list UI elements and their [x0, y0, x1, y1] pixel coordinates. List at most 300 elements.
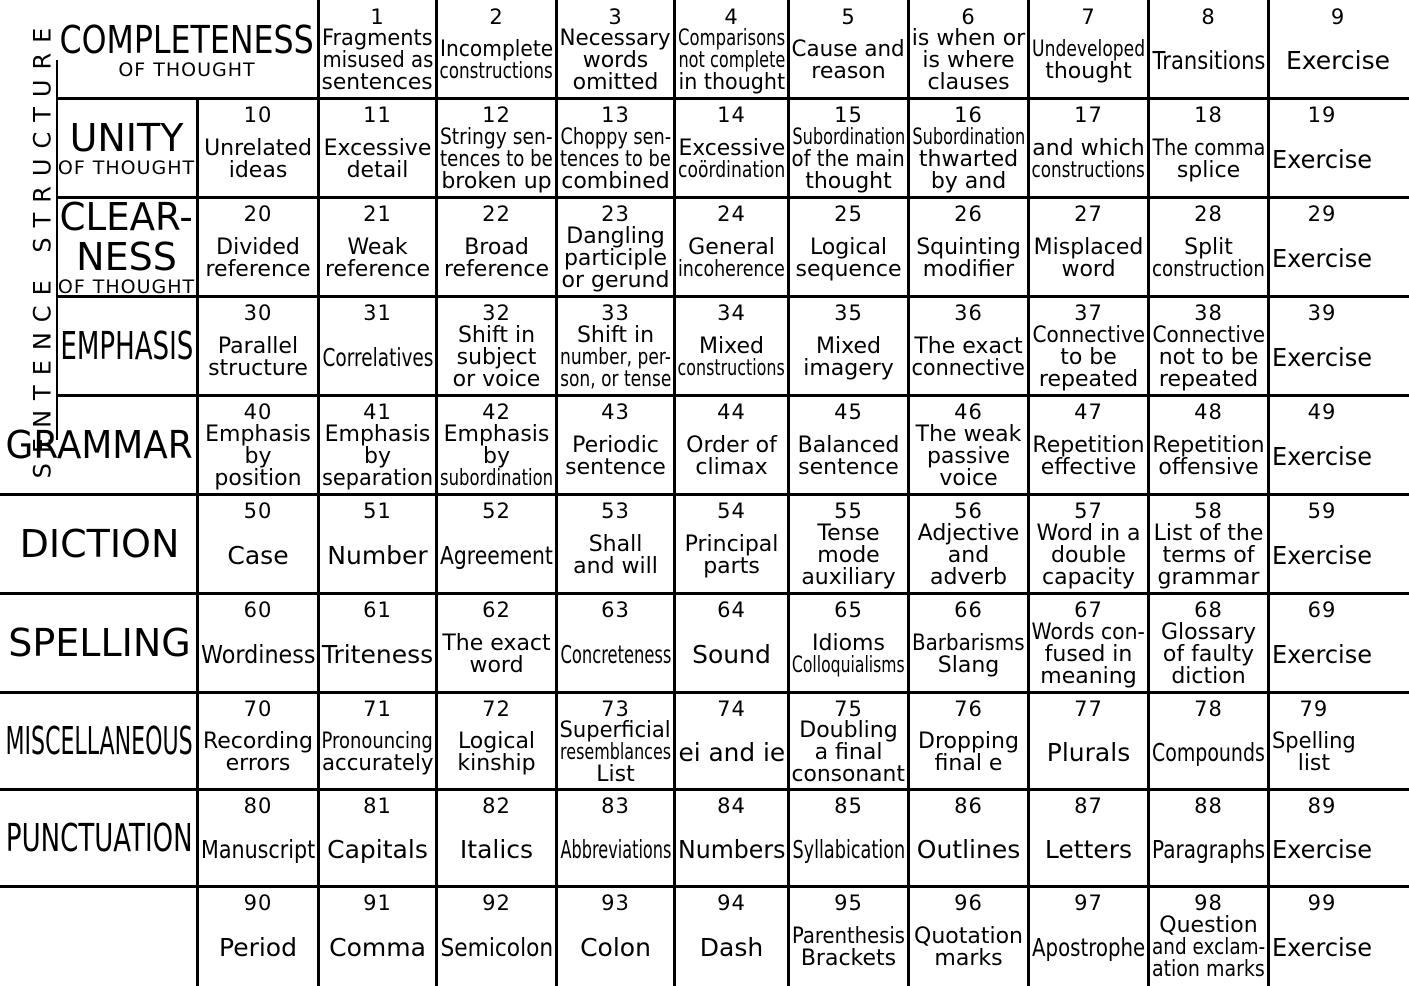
sentence-structure-label: SENTENCE STRUCTURE	[28, 17, 57, 478]
rule-title-line: reference	[324, 256, 431, 282]
rule-cell-80[interactable]	[199, 791, 317, 885]
rule-cell-12[interactable]	[438, 100, 555, 196]
rule-cell-5[interactable]	[790, 2, 907, 97]
rule-title	[558, 522, 673, 592]
rule-number: 7	[1081, 5, 1096, 29]
rule-cell-17[interactable]	[1030, 100, 1147, 196]
rule-cell-64[interactable]	[676, 595, 787, 691]
rule-title	[1030, 720, 1147, 788]
rule-title	[438, 817, 555, 885]
rule-cell-46[interactable]	[910, 397, 1027, 493]
rule-title-line: words	[582, 48, 649, 73]
rule-cell-77[interactable]	[1030, 694, 1147, 788]
rule-title-line: The comma	[1152, 135, 1265, 161]
rule-title-line: repeated	[1158, 366, 1259, 392]
rule-cell-34[interactable]	[676, 298, 787, 394]
rule-title-line: Paragraphs	[1152, 834, 1266, 864]
rule-cell-82[interactable]	[438, 791, 555, 885]
rule-number: 21	[363, 202, 392, 226]
rule-title	[676, 324, 787, 394]
rule-cell-27[interactable]	[1030, 199, 1147, 295]
category-name: PUNCTUATION	[6, 816, 193, 860]
rule-cell-1[interactable]	[320, 2, 435, 97]
rule-number: 53	[601, 499, 630, 523]
rule-title	[910, 324, 1027, 394]
rule-number: 24	[717, 202, 746, 226]
rule-title	[1030, 225, 1147, 295]
rule-title-line: Question	[1159, 912, 1258, 938]
rule-cell-36[interactable]	[910, 298, 1027, 394]
rule-cell-67[interactable]	[1030, 595, 1147, 691]
rule-title-line: Syllabication	[792, 834, 905, 864]
rule-cell-48[interactable]	[1150, 397, 1267, 493]
rule-number: 49	[1307, 400, 1337, 424]
rule-title-line: Recording	[202, 728, 314, 754]
rule-title-line: Shift in	[576, 322, 655, 348]
rule-title	[438, 28, 555, 97]
rule-title-line: Squinting	[916, 234, 1021, 260]
rule-number: 41	[363, 400, 392, 424]
rule-title-line: Dangling	[566, 223, 665, 249]
rule-title-line: parts	[703, 553, 760, 579]
rule-cell-76[interactable]	[910, 694, 1027, 788]
rule-number: 96	[954, 891, 983, 915]
rule-number: 70	[243, 697, 273, 721]
rule-cell-51[interactable]	[320, 496, 435, 592]
rule-title-line: Weak	[347, 234, 408, 260]
rule-number: 86	[954, 794, 983, 818]
rule-title-line: Barbarisms	[912, 630, 1025, 656]
rule-cell-99[interactable]	[1270, 888, 1374, 984]
rule-title-line: Logical	[457, 728, 536, 754]
rule-cell-68[interactable]	[1150, 595, 1267, 691]
rule-number: 83	[601, 794, 630, 818]
rule-cell-85[interactable]	[790, 791, 907, 885]
rule-title-line: splice	[1176, 157, 1241, 183]
rule-title-line: connective	[911, 355, 1026, 381]
rule-title-line: marks	[934, 945, 1003, 971]
rule-cell-44[interactable]	[676, 397, 787, 493]
rule-number: 97	[1074, 891, 1103, 915]
rule-number: 63	[601, 598, 630, 622]
rule-cell-74[interactable]	[676, 694, 787, 788]
rule-title	[558, 126, 673, 196]
rule-title-line: Exercise	[1271, 441, 1373, 471]
rule-number: 66	[954, 598, 983, 622]
rule-title	[1270, 621, 1374, 691]
rule-cell-22[interactable]	[438, 199, 555, 295]
rule-title-line: Periodic	[572, 432, 659, 458]
rule-cell-72[interactable]	[438, 694, 555, 788]
rule-cell-98[interactable]	[1150, 888, 1267, 984]
rule-cell-56[interactable]	[910, 496, 1027, 592]
rule-title	[558, 720, 673, 788]
rule-cell-75[interactable]	[790, 694, 907, 788]
rule-title-line: Cause and	[791, 37, 906, 62]
rule-title	[1270, 225, 1374, 295]
rule-title	[438, 621, 555, 691]
rule-cell-50[interactable]	[199, 496, 317, 592]
rule-title-line: Broad	[464, 234, 529, 260]
rule-number: 84	[717, 794, 746, 818]
rule-title	[1150, 914, 1267, 984]
rule-title	[1270, 28, 1406, 97]
rule-title	[320, 720, 435, 788]
rule-title-line: is when or	[911, 26, 1026, 51]
rule-number: 15	[834, 103, 863, 127]
rule-cell-42[interactable]	[438, 397, 555, 493]
rule-title-line: coördination	[677, 157, 786, 183]
rule-cell-69[interactable]	[1270, 595, 1374, 691]
rule-cell-23[interactable]	[558, 199, 673, 295]
rule-title-line: Incomplete	[439, 37, 554, 62]
rule-title	[1270, 522, 1374, 592]
rule-number: 75	[834, 697, 863, 721]
rule-number: 43	[601, 400, 630, 424]
rule-title-line: to be	[1060, 344, 1117, 370]
rule-cell-32[interactable]	[438, 298, 555, 394]
rule-number: 48	[1194, 400, 1223, 424]
category-miscellaneous	[4, 694, 195, 788]
rule-cell-40[interactable]	[199, 397, 317, 493]
rule-title	[676, 423, 787, 493]
rule-title-line: ei and ie	[678, 737, 785, 767]
rule-cell-47[interactable]	[1030, 397, 1147, 493]
rule-title-line: capacity	[1042, 564, 1135, 590]
rule-title-line: accurately	[321, 750, 434, 776]
rule-title-line: Emphasis	[324, 421, 431, 447]
rule-title-line: Transitions	[1152, 46, 1265, 75]
rule-title-line: voice	[939, 465, 998, 491]
rule-title-line: detail	[346, 157, 409, 183]
rule-cell-11[interactable]	[320, 100, 435, 196]
rule-title-line: Glossary	[1160, 619, 1257, 645]
rule-title	[199, 423, 317, 493]
rule-title-line: General	[688, 234, 775, 260]
rule-cell-63[interactable]	[558, 595, 673, 691]
rule-number: 56	[954, 499, 983, 523]
rule-title-line: offensive	[1158, 454, 1259, 480]
rule-number: 61	[363, 598, 392, 622]
rule-cell-81[interactable]	[320, 791, 435, 885]
rule-title	[790, 324, 907, 394]
rule-cell-54[interactable]	[676, 496, 787, 592]
rule-title	[1150, 225, 1267, 295]
rule-cell-79[interactable]	[1270, 694, 1358, 788]
rule-cell-25[interactable]	[790, 199, 907, 295]
rule-number: 51	[363, 499, 392, 523]
rule-title	[1030, 522, 1147, 592]
rule-cell-28[interactable]	[1150, 199, 1267, 295]
rule-title-line: Idioms	[812, 630, 885, 656]
rule-title	[320, 621, 435, 691]
rule-title-line: or voice	[452, 366, 541, 392]
rule-cell-38[interactable]	[1150, 298, 1267, 394]
rule-cell-58[interactable]	[1150, 496, 1267, 592]
rule-number: 1	[370, 5, 385, 29]
rule-cell-96[interactable]	[910, 888, 1027, 984]
category-name: UNITY	[69, 116, 184, 160]
rule-number: 58	[1194, 499, 1223, 523]
category-unity	[58, 100, 195, 196]
rule-title-line: reason	[811, 59, 886, 84]
rule-title-line: participle	[563, 245, 668, 271]
rule-title-line: Shift in	[457, 322, 536, 348]
rule-title-line: auxiliary	[801, 564, 896, 590]
rule-number: 23	[601, 202, 630, 226]
rule-title-line: Principal	[684, 531, 779, 557]
rule-title-line: Emphasis	[443, 421, 550, 447]
rule-cell-60[interactable]	[199, 595, 317, 691]
rule-title-line: Apostrophe	[1031, 932, 1146, 962]
rule-number: 37	[1074, 301, 1103, 325]
rule-title-line: Doubling	[799, 718, 898, 743]
rule-cell-59[interactable]	[1270, 496, 1374, 592]
rule-cell-73[interactable]	[558, 694, 673, 788]
rule-number: 67	[1074, 598, 1103, 622]
rule-title	[558, 225, 673, 295]
rule-cell-57[interactable]	[1030, 496, 1147, 592]
rule-cell-53[interactable]	[558, 496, 673, 592]
rule-title-line: sentence	[798, 454, 899, 480]
rule-title-line: consonant	[791, 762, 906, 787]
rule-number: 95	[834, 891, 863, 915]
rule-cell-55[interactable]	[790, 496, 907, 592]
rule-title	[320, 28, 435, 97]
rule-cell-61[interactable]	[320, 595, 435, 691]
rule-cell-4[interactable]	[676, 2, 787, 97]
rule-title-line: thought	[1045, 59, 1132, 84]
rule-title	[438, 522, 555, 592]
rule-cell-91[interactable]	[320, 888, 435, 984]
rule-title-line: Letters	[1044, 834, 1133, 864]
rule-cell-89[interactable]	[1270, 791, 1374, 885]
rule-title	[558, 28, 673, 97]
rule-title-line: word	[1061, 256, 1116, 282]
rule-title	[1150, 817, 1267, 885]
rule-title	[1030, 28, 1147, 97]
rule-cell-8[interactable]	[1150, 2, 1267, 97]
rule-cell-35[interactable]	[790, 298, 907, 394]
rule-title-line: by	[244, 443, 272, 469]
rule-title-line: constructions	[677, 355, 786, 381]
rule-title-line: reference	[443, 256, 550, 282]
rule-cell-97[interactable]	[1030, 888, 1147, 984]
rule-cell-9[interactable]	[1270, 2, 1406, 97]
rule-cell-41[interactable]	[320, 397, 435, 493]
rule-title-line: List of the	[1153, 520, 1264, 546]
rule-cell-2[interactable]	[438, 2, 555, 97]
rule-cell-90[interactable]	[199, 888, 317, 984]
rule-title	[1150, 720, 1267, 788]
rule-title-line: resemblances	[559, 740, 672, 765]
rule-number: 14	[717, 103, 746, 127]
rule-cell-43[interactable]	[558, 397, 673, 493]
rule-title	[1150, 324, 1267, 394]
rule-cell-7[interactable]	[1030, 2, 1147, 97]
rule-title	[199, 914, 317, 984]
rule-title-line: and exclam-	[1151, 934, 1266, 960]
rule-title-line: Quotation	[914, 923, 1023, 949]
rule-number: 98	[1194, 891, 1223, 915]
rule-number: 50	[243, 499, 273, 523]
rule-cell-88[interactable]	[1150, 791, 1267, 885]
rule-title-line: and	[947, 542, 990, 568]
rule-title-line: sequence	[795, 256, 902, 282]
rule-title-line: fused in	[1044, 641, 1133, 667]
rule-title-line: Exercise	[1271, 243, 1373, 273]
rule-cell-49[interactable]	[1270, 397, 1374, 493]
rule-number: 99	[1307, 891, 1337, 915]
rule-cell-10[interactable]	[199, 100, 317, 196]
rule-title	[1270, 324, 1374, 394]
rule-title	[558, 817, 673, 885]
rule-title	[438, 914, 555, 984]
rule-title-line: Semicolon	[440, 932, 553, 962]
rule-cell-30[interactable]	[199, 298, 317, 394]
category-name: SPELLING	[8, 621, 191, 665]
rule-cell-18[interactable]	[1150, 100, 1267, 196]
rule-title	[558, 914, 673, 984]
rule-cell-52[interactable]	[438, 496, 555, 592]
rule-cell-95[interactable]	[790, 888, 907, 984]
rule-cell-3[interactable]	[558, 2, 673, 97]
rule-title-line: terms of	[1162, 542, 1255, 568]
rule-title-line: and will	[573, 553, 658, 579]
rule-title-line: Repetition	[1032, 432, 1145, 458]
rule-number: 88	[1194, 794, 1223, 818]
rule-cell-65[interactable]	[790, 595, 907, 691]
rule-cell-39[interactable]	[1270, 298, 1374, 394]
rule-title	[910, 423, 1027, 493]
rule-cell-29[interactable]	[1270, 199, 1374, 295]
rule-title	[1270, 126, 1374, 196]
rule-title-line: The weak	[915, 421, 1022, 447]
rule-title-line: effective	[1040, 454, 1137, 480]
rule-title	[676, 126, 787, 196]
rule-cell-70[interactable]	[199, 694, 317, 788]
rule-number: 39	[1307, 301, 1337, 325]
rule-title-line: sentences	[321, 70, 434, 95]
rule-cell-33[interactable]	[558, 298, 673, 394]
rule-title-line: Exercise	[1271, 144, 1373, 174]
rule-cell-19[interactable]	[1270, 100, 1374, 196]
rule-title-line: Adjective	[917, 520, 1020, 546]
rule-cell-71[interactable]	[320, 694, 435, 788]
rule-cell-16[interactable]	[910, 100, 1027, 196]
rule-title-line: double	[1051, 542, 1126, 568]
rule-title-line: Exercise	[1271, 834, 1373, 864]
rule-title-line: Connective	[1032, 322, 1145, 348]
rule-title-line: Abbreviations	[560, 834, 671, 864]
rule-title	[1270, 720, 1358, 788]
rule-title	[910, 225, 1027, 295]
rule-cell-14[interactable]	[676, 100, 787, 196]
rule-title-line: Exercise	[1271, 342, 1373, 372]
rule-number: 29	[1307, 202, 1337, 226]
rule-title	[1150, 522, 1267, 592]
rule-cell-93[interactable]	[558, 888, 673, 984]
rule-number: 73	[601, 697, 630, 721]
rule-title-line: not to be	[1158, 344, 1259, 370]
rule-title-line: Mixed	[699, 333, 764, 359]
rule-title-line: Brackets	[800, 945, 897, 971]
rule-cell-37[interactable]	[1030, 298, 1147, 394]
rule-cell-62[interactable]	[438, 595, 555, 691]
rule-title	[910, 914, 1027, 984]
rule-cell-21[interactable]	[320, 199, 435, 295]
rule-title	[558, 423, 673, 493]
rule-cell-15[interactable]	[790, 100, 907, 196]
rule-number: 94	[717, 891, 746, 915]
rule-title-line: by	[364, 443, 391, 469]
rule-title-line: Pronouncing	[321, 728, 434, 754]
rule-title	[320, 324, 435, 394]
rule-cell-66[interactable]	[910, 595, 1027, 691]
rule-title-line: Subordination	[792, 124, 905, 150]
rule-title	[1150, 126, 1267, 196]
rule-title-line: Exercise	[1285, 46, 1391, 75]
rule-title	[676, 522, 787, 592]
rule-cell-24[interactable]	[676, 199, 787, 295]
rule-title	[438, 225, 555, 295]
rule-cell-87[interactable]	[1030, 791, 1147, 885]
rule-cell-92[interactable]	[438, 888, 555, 984]
rule-number: 64	[717, 598, 746, 622]
rule-title-line: in thought	[678, 70, 785, 95]
rule-title-line: Exercise	[1271, 932, 1373, 962]
rule-title-line: construction	[1152, 256, 1265, 282]
rule-title-line: ation marks	[1152, 956, 1265, 982]
rule-number: 93	[601, 891, 630, 915]
rule-title-line: misused as	[322, 48, 433, 73]
rule-title	[199, 225, 317, 295]
rule-number: 80	[243, 794, 273, 818]
rule-title-line: Logical	[809, 234, 888, 260]
rule-number: 20	[243, 202, 273, 226]
rule-title	[1270, 423, 1374, 493]
rule-title-line: Excessive	[323, 135, 432, 161]
rule-title-line: combined	[561, 168, 670, 194]
rule-title	[320, 423, 435, 493]
rule-title	[910, 28, 1027, 97]
rule-title-line: Dash	[699, 932, 764, 962]
rule-cell-45[interactable]	[790, 397, 907, 493]
rule-cell-13[interactable]	[558, 100, 673, 196]
rule-title-line: son, or tense	[559, 366, 672, 392]
rule-cell-83[interactable]	[558, 791, 673, 885]
rule-cell-94[interactable]	[676, 888, 787, 984]
rule-title	[790, 126, 907, 196]
rule-number: 22	[482, 202, 511, 226]
rule-cell-20[interactable]	[199, 199, 317, 295]
rule-cell-86[interactable]	[910, 791, 1027, 885]
rule-title-line: Number	[327, 540, 428, 570]
rule-title-line: Superficial	[559, 718, 672, 743]
rule-number: 34	[717, 301, 746, 325]
rule-cell-6[interactable]	[910, 2, 1027, 97]
rule-cell-31[interactable]	[320, 298, 435, 394]
rule-title-line: modifier	[922, 256, 1015, 282]
rule-number: 44	[717, 400, 746, 424]
rule-cell-78[interactable]	[1150, 694, 1267, 788]
rule-number: 6	[961, 5, 976, 29]
rule-cell-84[interactable]	[676, 791, 787, 885]
rule-cell-26[interactable]	[910, 199, 1027, 295]
category-name: CLEAR-	[59, 199, 194, 239]
rule-title-line: Outlines	[916, 834, 1021, 864]
rule-title	[1150, 28, 1267, 97]
